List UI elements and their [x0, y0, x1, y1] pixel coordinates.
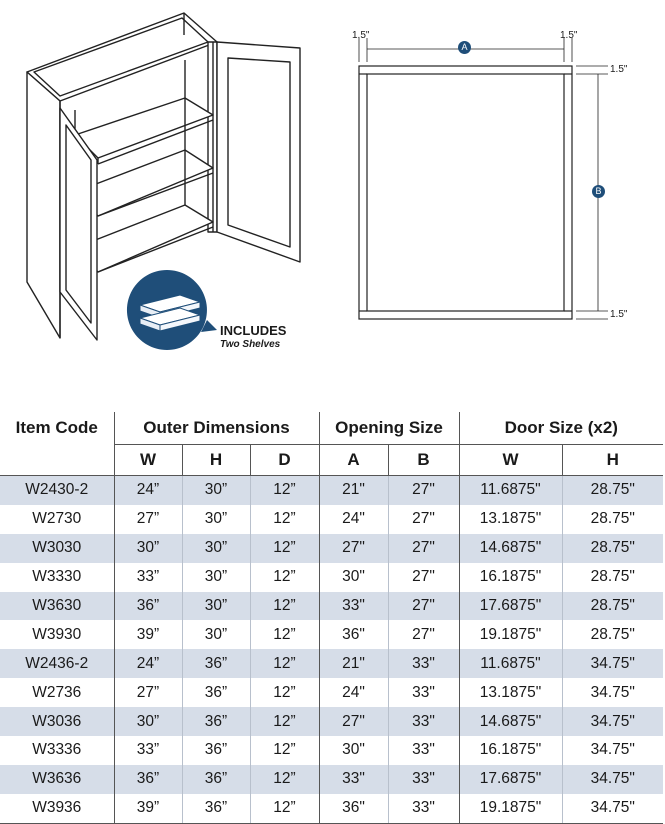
table-cell: 30”: [182, 505, 250, 534]
subheader-door-w: W: [459, 445, 562, 476]
table-cell: 12”: [250, 592, 319, 621]
table-cell: 12”: [250, 620, 319, 649]
table-cell: 34.75": [562, 649, 663, 678]
table-cell: 36": [319, 620, 388, 649]
table-cell: 28.75": [562, 592, 663, 621]
table-cell: 33”: [114, 736, 182, 765]
subheader-a: A: [319, 445, 388, 476]
table-cell: 16.1875": [459, 563, 562, 592]
table-cell: 34.75": [562, 765, 663, 794]
table-cell: 39”: [114, 620, 182, 649]
table-cell: 34.75": [562, 678, 663, 707]
dim-right-top: 1.5": [610, 64, 628, 75]
table-cell: 13.1875": [459, 505, 562, 534]
table-cell: 28.75": [562, 505, 663, 534]
item-code-cell: W3636: [0, 765, 114, 794]
table-row: [0, 736, 663, 765]
table-cell: 30": [319, 563, 388, 592]
table-cell: 33": [388, 736, 459, 765]
item-code-cell: W3036: [0, 707, 114, 736]
table-row: [0, 534, 663, 563]
table-row: [0, 563, 663, 592]
table-cell: 34.75": [562, 794, 663, 823]
table-cell: 33": [388, 649, 459, 678]
table-cell: 28.75": [562, 620, 663, 649]
product-figure: [0, 0, 665, 370]
item-code-cell: W2730: [32, 510, 82, 528]
table-cell: 36”: [182, 736, 250, 765]
table-cell: 12”: [250, 794, 319, 823]
table-cell: 24": [319, 505, 388, 534]
table-cell: 27": [388, 620, 459, 649]
table-cell: 28.75": [562, 476, 663, 505]
item-code-cell: W2430-2: [0, 476, 114, 505]
table-cell: 14.6875": [459, 534, 562, 563]
item-code-cell: W3936: [0, 794, 114, 823]
table-cell: 30”: [114, 707, 182, 736]
marker-a-icon: A: [458, 41, 471, 54]
dim-top-right-side: 1.5": [560, 30, 578, 41]
table-cell: 21": [319, 649, 388, 678]
table-cell: 33": [319, 592, 388, 621]
table-cell: 19.1875": [459, 620, 562, 649]
table-row: [0, 707, 663, 736]
item-code-cell: W2736: [32, 683, 82, 701]
table-cell: 36”: [114, 592, 182, 621]
header-item-code: Item Code: [15, 418, 98, 437]
table-cell: 27": [388, 592, 459, 621]
table-cell: 27": [319, 707, 388, 736]
table-cell: 12”: [250, 563, 319, 592]
table-cell: 27": [388, 563, 459, 592]
table-cell: 30”: [182, 592, 250, 621]
table-cell: 21": [319, 476, 388, 505]
subheader-d: D: [250, 445, 319, 476]
includes-title: INCLUDES: [220, 323, 287, 338]
table-cell: 36”: [114, 765, 182, 794]
table-cell: 27": [388, 534, 459, 563]
table-cell: 30”: [114, 534, 182, 563]
table-cell: 34.75": [562, 736, 663, 765]
table-cell: 30”: [182, 534, 250, 563]
table-cell: 12”: [250, 476, 319, 505]
table-cell: 12”: [250, 736, 319, 765]
table-cell: 36”: [182, 765, 250, 794]
table-cell: 36”: [182, 794, 250, 823]
table-cell: 16.1875": [459, 736, 562, 765]
table-row: [0, 620, 663, 649]
spec-table: [0, 412, 663, 824]
item-code-cell: W3930: [32, 625, 82, 643]
table-row: [0, 678, 663, 707]
table-row: [0, 476, 663, 505]
table-cell: 24”: [114, 476, 182, 505]
header-opening-size: Opening Size: [319, 412, 459, 445]
header-outer-dimensions: Outer Dimensions: [114, 412, 319, 445]
table-cell: 27": [388, 505, 459, 534]
table-cell: 33": [388, 678, 459, 707]
table-cell: 24”: [114, 649, 182, 678]
table-cell: 12”: [250, 534, 319, 563]
table-row: [0, 794, 663, 823]
table-cell: 36”: [182, 707, 250, 736]
table-cell: 39”: [114, 794, 182, 823]
table-cell: 12”: [250, 649, 319, 678]
table-row: [0, 592, 663, 621]
table-cell: 33": [388, 794, 459, 823]
table-cell: 11.6875": [459, 476, 562, 505]
table-cell: 30”: [182, 476, 250, 505]
elevation-diagram: [350, 30, 610, 350]
table-cell: 17.6875": [459, 592, 562, 621]
header-door-size: Door Size (x2): [459, 412, 663, 445]
table-row: [0, 505, 663, 534]
table-cell: 11.6875": [459, 649, 562, 678]
table-cell: 30”: [182, 563, 250, 592]
dim-top-left: 1.5": [352, 30, 370, 41]
table-cell: 13.1875": [459, 678, 562, 707]
table-cell: 12”: [250, 765, 319, 794]
subheader-w: W: [114, 445, 182, 476]
includes-subtitle: Two Shelves: [220, 339, 281, 350]
item-code-cell: W2436-2: [0, 649, 114, 678]
table-row: [0, 649, 663, 678]
dim-right-bottom: 1.5": [610, 309, 628, 320]
subheader-h: H: [182, 445, 250, 476]
table-cell: 17.6875": [459, 765, 562, 794]
table-cell: 36": [319, 794, 388, 823]
table-cell: 12”: [250, 678, 319, 707]
item-code-cell: W3330: [32, 568, 82, 586]
item-code-cell: W3030: [0, 534, 114, 563]
table-cell: 27”: [114, 678, 182, 707]
table-cell: 12”: [250, 707, 319, 736]
table-cell: 28.75": [562, 534, 663, 563]
table-cell: 36”: [182, 649, 250, 678]
table-cell: 27”: [114, 505, 182, 534]
shelves-badge-icon: [125, 268, 225, 358]
table-cell: 28.75": [562, 563, 663, 592]
table-cell: 12”: [250, 505, 319, 534]
table-cell: 33": [319, 765, 388, 794]
marker-b-icon: B: [592, 185, 605, 198]
table-cell: 27": [319, 534, 388, 563]
table-cell: 14.6875": [459, 707, 562, 736]
table-row: [0, 765, 663, 794]
table-cell: 34.75": [562, 707, 663, 736]
item-code-cell: W3630: [0, 592, 114, 621]
subheader-door-h: H: [562, 445, 663, 476]
table-cell: 30”: [182, 620, 250, 649]
table-cell: 36”: [182, 678, 250, 707]
table-cell: 30": [319, 736, 388, 765]
table-cell: 33": [388, 765, 459, 794]
table-cell: 19.1875": [459, 794, 562, 823]
table-cell: 24": [319, 678, 388, 707]
subheader-b: B: [388, 445, 459, 476]
table-cell: 33”: [114, 563, 182, 592]
table-cell: 27": [388, 476, 459, 505]
spec-table-body: [0, 476, 663, 824]
table-cell: 33": [388, 707, 459, 736]
item-code-cell: W3336: [32, 741, 82, 759]
